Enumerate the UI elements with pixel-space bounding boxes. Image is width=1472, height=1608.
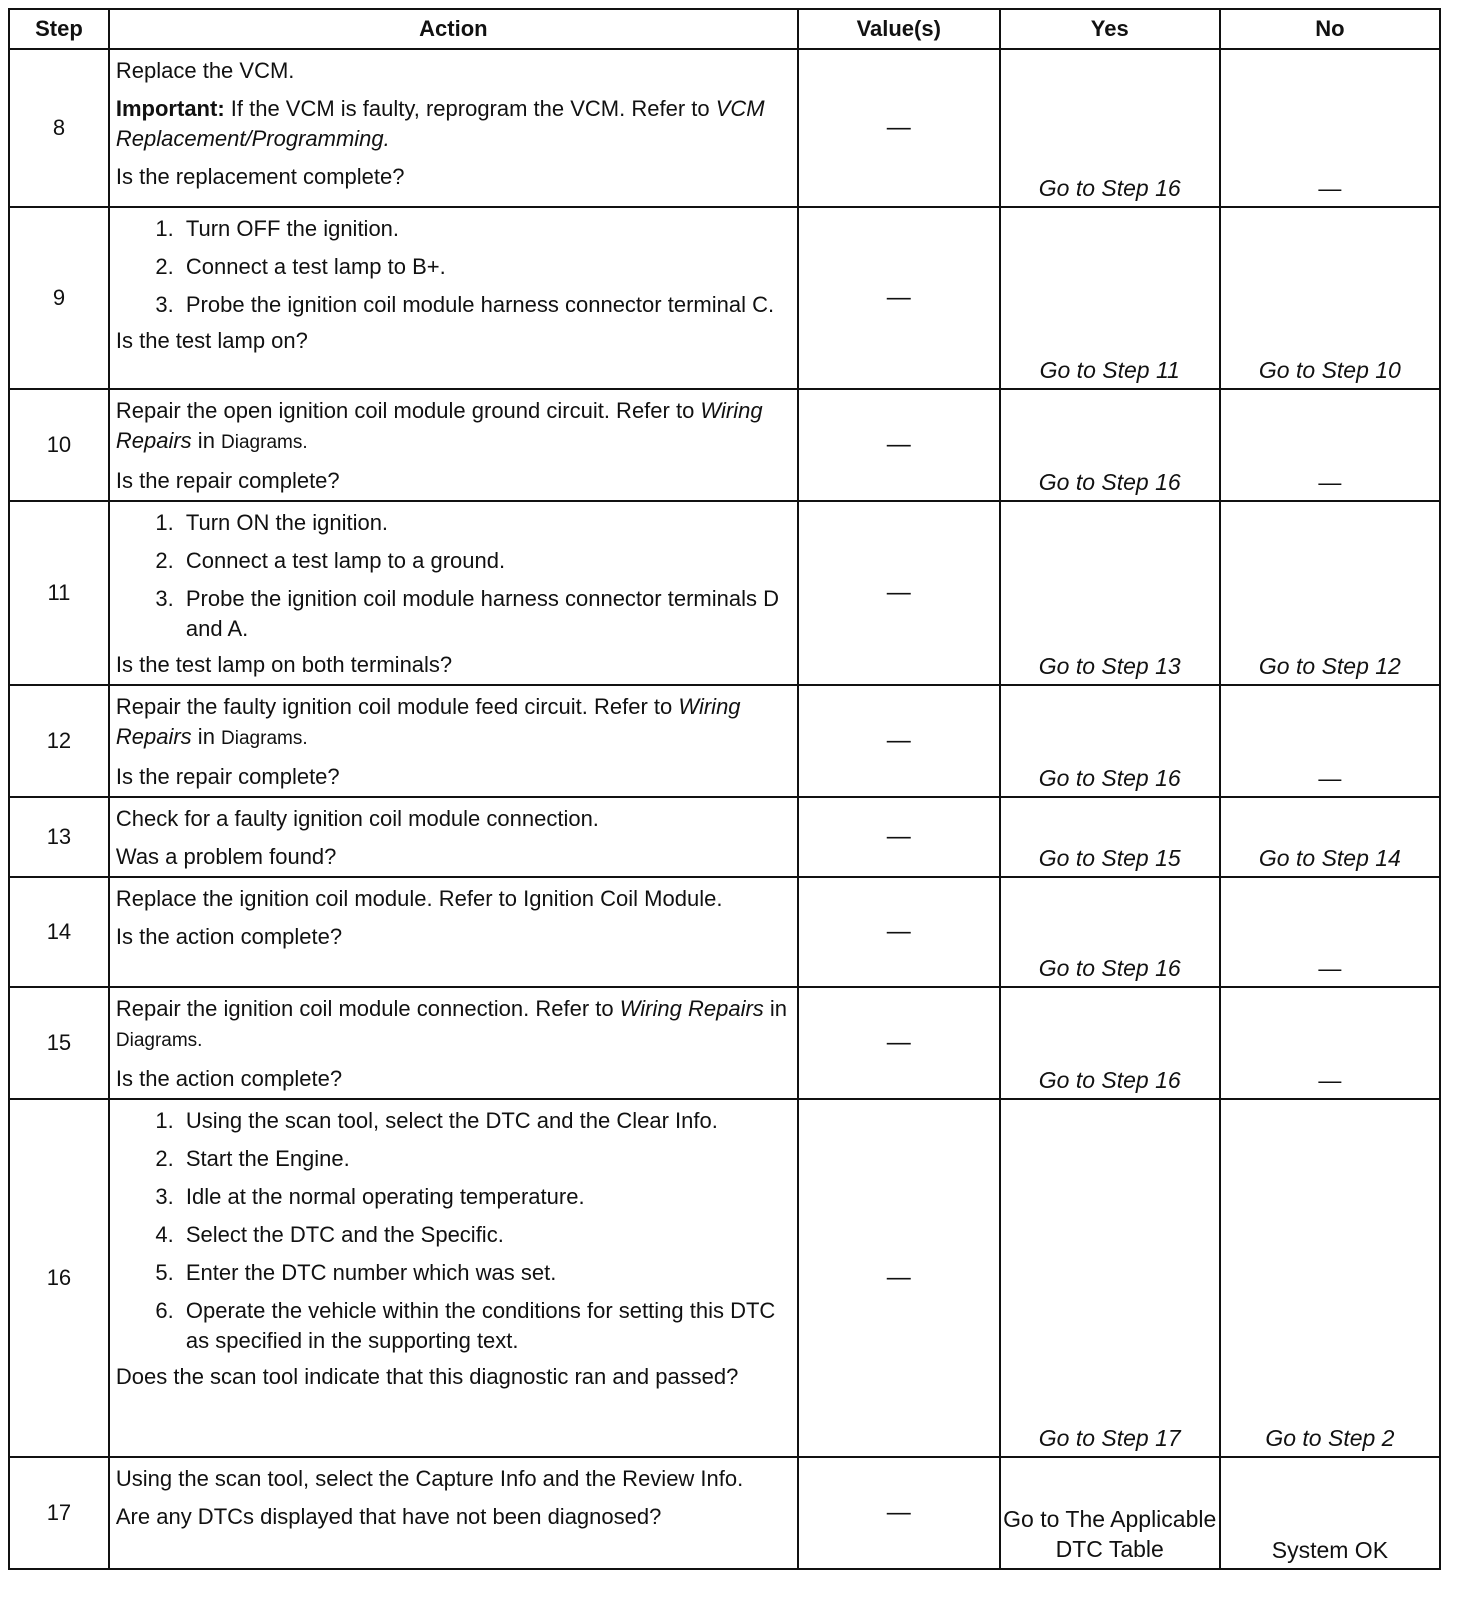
no-cell (1220, 1099, 1440, 1457)
list-item: 3. Probe the ignition coil module harness connector terminals D and A. (180, 584, 791, 644)
table-row (9, 207, 1440, 389)
action-cell (109, 501, 798, 685)
step-number: 13 (9, 797, 109, 877)
value-cell: — (798, 207, 1000, 389)
table-row (9, 877, 1440, 987)
no-cell (1220, 501, 1440, 685)
action-cell (109, 877, 798, 987)
no-value: — (1318, 469, 1342, 495)
action-cell (109, 987, 798, 1099)
action-cell (109, 797, 798, 877)
value-cell: — (798, 1457, 1000, 1569)
list-item: 1. Turn ON the ignition. (180, 508, 791, 538)
list-item: 5. Enter the DTC number which was set. (180, 1258, 791, 1288)
yes-cell (1000, 1457, 1220, 1569)
action-cell (109, 389, 798, 501)
yes-cell (1000, 207, 1220, 389)
action-text-part: Repair the open ignition coil module ground circuit. Refer to (115, 398, 701, 423)
action-steps-list (116, 508, 791, 644)
value-cell: — (798, 389, 1000, 501)
yes-cell (1000, 987, 1220, 1099)
table-row (9, 389, 1440, 501)
header-action: Action (109, 9, 798, 49)
no-cell (1220, 987, 1440, 1099)
list-item: 1. Turn OFF the ignition. (180, 214, 791, 244)
step-number: 16 (9, 1099, 109, 1457)
action-text: Replace the VCM. (115, 58, 295, 83)
value-cell: — (798, 685, 1000, 797)
action-cell (109, 685, 798, 797)
table-row (9, 1457, 1440, 1569)
no-cell (1220, 207, 1440, 389)
action-cell (109, 207, 798, 389)
yes-cell (1000, 877, 1220, 987)
no-value: System OK (1271, 1537, 1389, 1563)
yes-link[interactable]: Go to Step 16 (1038, 469, 1181, 495)
header-no: No (1220, 9, 1440, 49)
no-value: — (1318, 765, 1342, 791)
action-text-part: in (191, 724, 222, 749)
value-cell: — (798, 797, 1000, 877)
question-text: Was a problem found? (115, 844, 337, 869)
list-item: 6. Operate the vehicle within the conditions for setting this DTC as specified in the supporting text. (180, 1296, 791, 1356)
list-item: 2. Connect a test lamp to a ground. (180, 546, 791, 576)
list-item: 4. Select the DTC and the Specific. (180, 1220, 791, 1250)
no-link[interactable]: Go to Step 10 (1258, 357, 1401, 383)
diagnostic-table (8, 8, 1441, 1570)
header-values: Value(s) (798, 9, 1000, 49)
important-text: If the VCM is faulty, reprogram the VCM. Refer to (224, 96, 716, 121)
yes-link[interactable]: Go to Step 16 (1038, 1067, 1181, 1093)
table-row (9, 797, 1440, 877)
question-text: Is the repair complete? (115, 764, 340, 789)
yes-link[interactable]: Go to Step 13 (1038, 653, 1181, 679)
table-row (9, 987, 1440, 1099)
value-cell: — (798, 987, 1000, 1099)
yes-cell (1000, 1099, 1220, 1457)
step-number: 11 (9, 501, 109, 685)
list-item: 1. Using the scan tool, select the DTC and the Clear Info. (180, 1106, 791, 1136)
reference-link: Wiring Repairs (115, 694, 741, 749)
question-text: Is the action complete? (115, 1066, 343, 1091)
table-row (9, 685, 1440, 797)
action-steps-list (116, 214, 791, 320)
action-text-part: in (763, 996, 788, 1021)
action-steps-list (116, 1106, 791, 1356)
question-text: Is the test lamp on both terminals? (115, 652, 453, 677)
list-item: 3. Idle at the normal operating temperature. (180, 1182, 791, 1212)
question-text: Is the action complete? (115, 924, 343, 949)
no-cell (1220, 389, 1440, 501)
action-text: Replace the ignition coil module. Refer to Ignition Coil Module. (115, 886, 723, 911)
yes-link[interactable]: Go to Step 11 (1039, 357, 1180, 383)
yes-link[interactable]: Go to Step 17 (1038, 1425, 1181, 1451)
yes-cell (1000, 49, 1220, 207)
step-number: 17 (9, 1457, 109, 1569)
action-text-part: Repair the faulty ignition coil module feed circuit. Refer to (115, 694, 679, 719)
yes-link[interactable]: Go to Step 16 (1038, 955, 1181, 981)
header-yes: Yes (1000, 9, 1220, 49)
no-value: — (1318, 175, 1342, 201)
step-number: 15 (9, 987, 109, 1099)
no-cell (1220, 1457, 1440, 1569)
question-text: Does the scan tool indicate that this diagnostic ran and passed? (115, 1364, 739, 1389)
step-number: 12 (9, 685, 109, 797)
diagrams-ref: Diagrams. (221, 728, 308, 749)
step-number: 8 (9, 49, 109, 207)
table-row (9, 501, 1440, 685)
question-text: Is the test lamp on? (115, 328, 308, 353)
reference-link: Wiring Repairs (619, 996, 764, 1021)
question-text: Is the repair complete? (115, 468, 340, 493)
no-link[interactable]: Go to Step 14 (1258, 845, 1401, 871)
no-link[interactable]: Go to Step 12 (1258, 653, 1401, 679)
step-number: 10 (9, 389, 109, 501)
action-text (116, 396, 791, 458)
no-link[interactable]: Go to Step 2 (1265, 1425, 1395, 1451)
step-number: 9 (9, 207, 109, 389)
no-value: — (1318, 1067, 1342, 1093)
yes-cell (1000, 685, 1220, 797)
no-cell (1220, 685, 1440, 797)
list-item: 2. Start the Engine. (180, 1144, 791, 1174)
table-row (9, 1099, 1440, 1457)
question-text: Are any DTCs displayed that have not been diagnosed? (115, 1504, 662, 1529)
yes-link[interactable]: Go to The Applicable DTC Table (1003, 1506, 1217, 1562)
yes-cell (1000, 389, 1220, 501)
value-cell: — (798, 501, 1000, 685)
action-text (116, 994, 791, 1056)
diagrams-ref: Diagrams. (221, 432, 308, 453)
yes-link[interactable]: Go to Step 16 (1038, 765, 1181, 791)
yes-cell (1000, 797, 1220, 877)
value-cell: — (798, 1099, 1000, 1457)
action-cell (109, 49, 798, 207)
table-row (9, 49, 1440, 207)
reference-link: VCM Replacement/Programming. (115, 96, 765, 151)
important-label: Important: (115, 96, 225, 121)
question-text: Is the replacement complete? (115, 164, 405, 189)
action-text: Check for a faulty ignition coil module connection. (115, 806, 599, 831)
action-text: Using the scan tool, select the Capture Info and the Review Info. (115, 1466, 744, 1491)
no-cell (1220, 797, 1440, 877)
no-cell (1220, 877, 1440, 987)
yes-link[interactable]: Go to Step 15 (1038, 845, 1181, 871)
diagnostic-table-page (8, 8, 1441, 1570)
action-text-part: in (191, 428, 222, 453)
header-row (9, 9, 1440, 49)
list-item: 3. Probe the ignition coil module harness connector terminal C. (180, 290, 791, 320)
value-cell: — (798, 49, 1000, 207)
no-cell (1220, 49, 1440, 207)
action-cell (109, 1099, 798, 1457)
no-value: — (1318, 955, 1342, 981)
yes-cell (1000, 501, 1220, 685)
yes-link[interactable]: Go to Step 16 (1038, 175, 1181, 201)
action-cell (109, 1457, 798, 1569)
reference-link: Wiring Repairs (115, 398, 763, 453)
value-cell: — (798, 877, 1000, 987)
important-note (116, 94, 791, 154)
header-step: Step (9, 9, 109, 49)
action-text-part: Repair the ignition coil module connection. Refer to (115, 996, 620, 1021)
step-number: 14 (9, 877, 109, 987)
action-text (116, 692, 791, 754)
list-item: 2. Connect a test lamp to B+. (180, 252, 791, 282)
diagrams-ref: Diagrams. (115, 1030, 203, 1051)
